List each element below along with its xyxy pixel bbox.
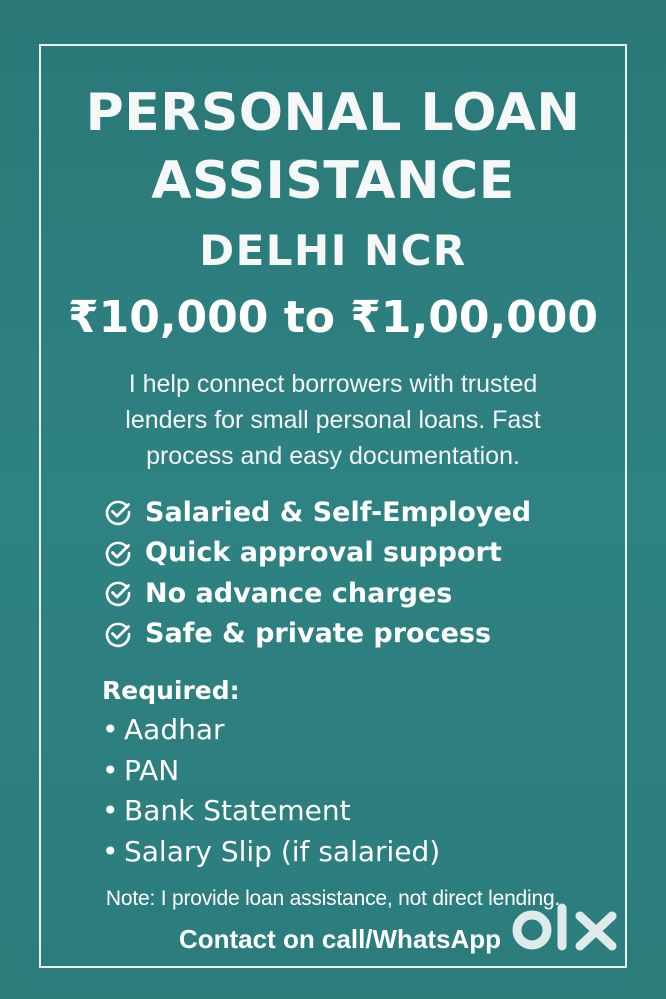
required-document-item (102, 751, 440, 792)
contact-line: Contact on call/WhatsApp (178, 924, 502, 954)
service-description (0, 366, 666, 474)
required-document-item (102, 791, 440, 832)
description-line-2: lenders for small personal loans. Fast (125, 406, 541, 434)
feature-item (103, 492, 531, 533)
bullet-icon: • (102, 753, 119, 787)
required-document-item (102, 832, 440, 873)
feature-list (103, 492, 531, 654)
required-document-label: Bank Statement (124, 794, 351, 827)
check-circle-icon (103, 619, 133, 649)
disclaimer-note: Note: I provide loan assistance, not direct lending. (105, 887, 561, 910)
feature-item (103, 573, 531, 614)
poster-title-line-1: PERSONAL LOAN (85, 83, 581, 143)
required-documents-list (102, 710, 440, 872)
required-document-item (102, 710, 440, 751)
check-circle-icon (103, 497, 133, 527)
required-document-label: PAN (124, 753, 180, 787)
bullet-icon: • (102, 834, 119, 868)
check-circle-icon (103, 578, 133, 608)
feature-label: Quick approval support (145, 537, 502, 569)
loan-amount-range: ₹10,000 to ₹1,00,000 (67, 292, 599, 343)
location-heading: DELHI NCR (199, 226, 467, 275)
required-document-label: Salary Slip (if salaried) (124, 834, 441, 868)
bullet-icon: • (102, 713, 119, 746)
description-line-3: process and easy documentation. (146, 442, 520, 470)
feature-item (103, 614, 531, 655)
required-documents-heading: Required: (102, 676, 240, 705)
olx-logo-icon (508, 888, 630, 968)
required-document-label: Aadhar (124, 713, 225, 746)
check-circle-icon (103, 538, 133, 568)
poster-title-line-2: ASSISTANCE (151, 151, 515, 211)
feature-label: Safe & private process (145, 618, 492, 650)
feature-item (103, 533, 531, 574)
feature-label: No advance charges (145, 577, 453, 609)
feature-label: Salaried & Self-Employed (145, 496, 532, 528)
bullet-icon: • (102, 794, 119, 827)
description-line-1: I help connect borrowers with trusted (128, 370, 538, 398)
